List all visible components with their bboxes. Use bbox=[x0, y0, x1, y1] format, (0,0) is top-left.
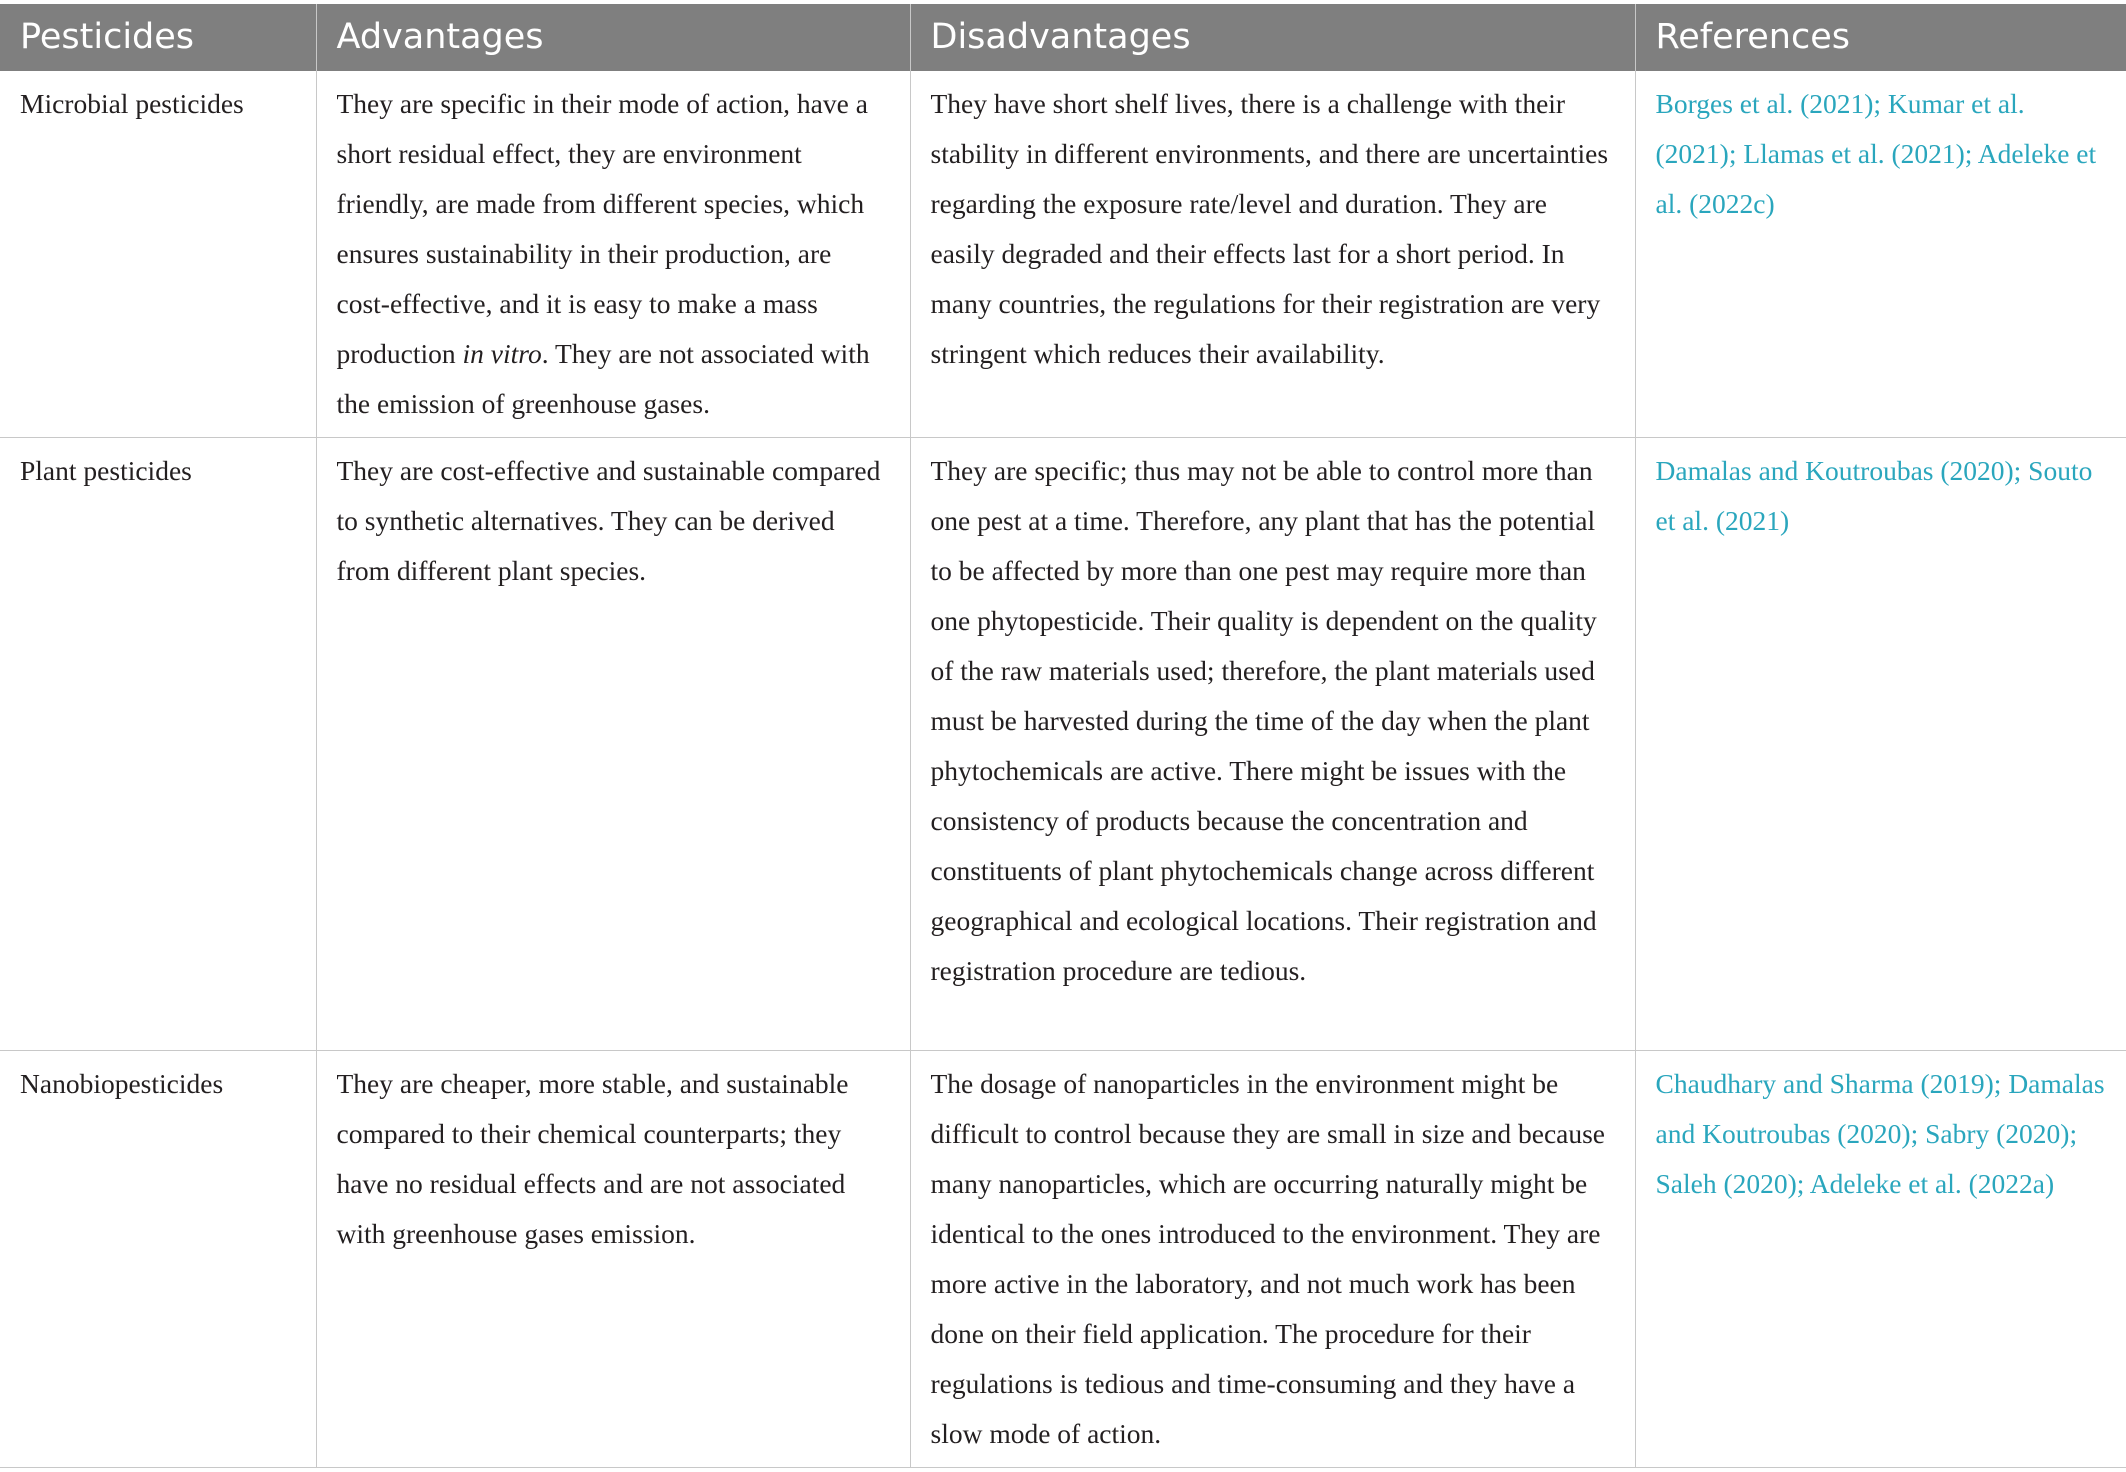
table-row bbox=[0, 1051, 2126, 1468]
pesticide-name: Nanobiopesticides bbox=[0, 1051, 316, 1468]
references-cell[interactable]: Borges et al. (2021); Kumar et al. (2021); Llamas et al. (2021); Adeleke et al. (2022c) bbox=[1635, 71, 2126, 438]
table-body bbox=[0, 71, 2126, 1468]
table-row bbox=[0, 438, 2126, 1051]
advantages-cell bbox=[316, 71, 910, 438]
advantages-cell: They are cost-effective and sustainable compared to synthetic alternatives. They can be derived from different plant species. bbox=[316, 438, 910, 1051]
advantages-cell: They are cheaper, more stable, and sustainable compared to their chemical counterparts; they have no residual effects and are not associated with greenhouse gases emission. bbox=[316, 1051, 910, 1468]
header-disadvantages: Disadvantages bbox=[910, 4, 1635, 71]
advantages-text: They are specific in their mode of action, have a short residual effect, they are environment friendly, are made from different species, which ensures sustainability in their production, are cost-effective, and it is easy to make a mass production bbox=[336, 88, 868, 369]
header-advantages: Advantages bbox=[316, 4, 910, 71]
header-pesticides: Pesticides bbox=[0, 4, 316, 71]
disadvantages-cell: They are specific; thus may not be able to control more than one pest at a time. Therefore, any plant that has the potential to be affected by more than one pest may require more than one phytopesticide. Their quality is dependent on the quality of the raw materials used; therefore, the plant materials used must be harvested during the time of the day when the plant phytochemicals are active. There might be issues with the consistency of products because the concentration and constituents of plant phytochemicals change across different geographical and ecological locations. Their registration and registration procedure are tedious. bbox=[910, 438, 1635, 1051]
header-references: References bbox=[1635, 4, 2126, 71]
advantages-italic-term: in vitro bbox=[462, 338, 542, 369]
disadvantages-cell: They have short shelf lives, there is a challenge with their stability in different environments, and there are uncertainties regarding the exposure rate/level and duration. They are easily degraded and their effects last for a short period. In many countries, the regulations for their registration are very stringent which reduces their availability. bbox=[910, 71, 1635, 438]
references-cell[interactable]: Damalas and Koutroubas (2020); Souto et al. (2021) bbox=[1635, 438, 2126, 1051]
pesticide-name: Microbial pesticides bbox=[0, 71, 316, 438]
pesticides-table bbox=[0, 4, 2126, 1468]
references-cell[interactable]: Chaudhary and Sharma (2019); Damalas and Koutroubas (2020); Sabry (2020); Saleh (2020); Adeleke et al. (2022a) bbox=[1635, 1051, 2126, 1468]
advantages-text-end: . They are not associated with the emission of greenhouse gases. bbox=[336, 338, 870, 419]
table-row bbox=[0, 71, 2126, 438]
table-header bbox=[0, 4, 2126, 71]
pesticide-name: Plant pesticides bbox=[0, 438, 316, 1051]
disadvantages-cell: The dosage of nanoparticles in the environment might be difficult to control because they are small in size and because many nanoparticles, which are occurring naturally might be identical to the ones introduced to the environment. They are more active in the laboratory, and not much work has been done on their field application. The procedure for their regulations is tedious and time-consuming and they have a slow mode of action. bbox=[910, 1051, 1635, 1468]
header-row bbox=[0, 4, 2126, 71]
